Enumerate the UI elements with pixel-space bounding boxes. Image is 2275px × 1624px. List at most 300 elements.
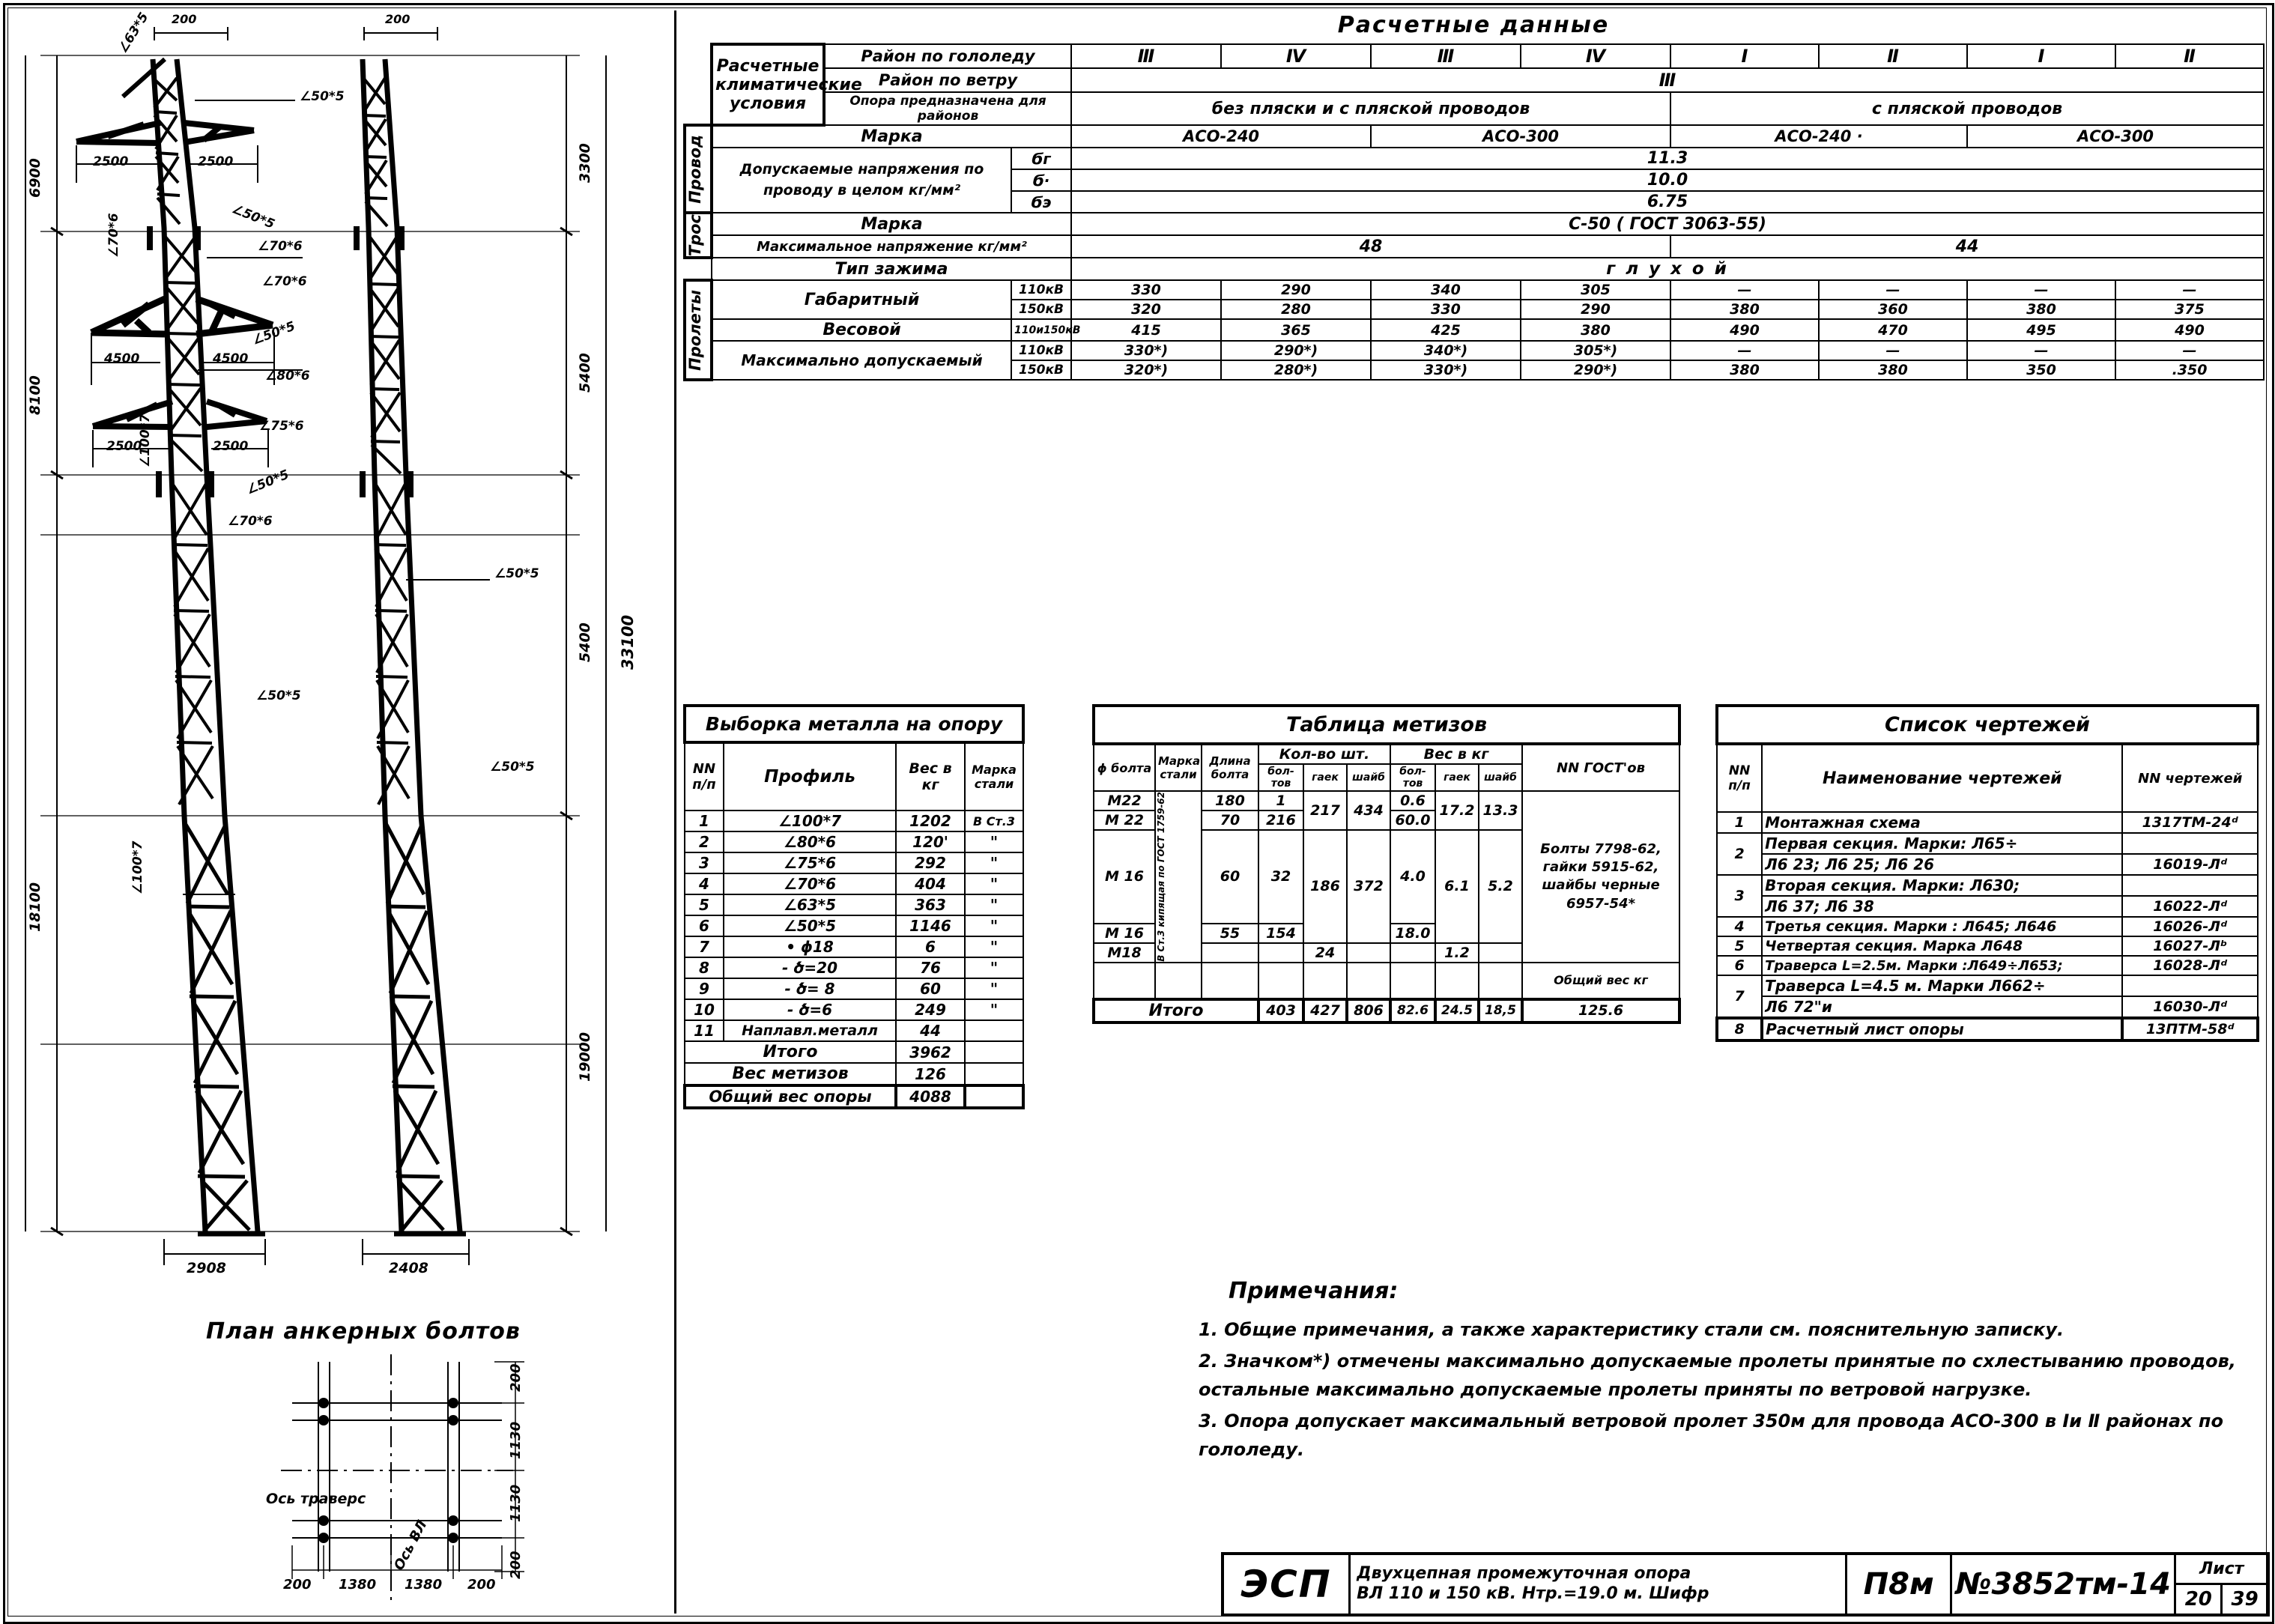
metal-n-9: 10 <box>685 999 724 1020</box>
metal-steel-5: " <box>965 915 1023 936</box>
stress-sym-2: Ϭэ <box>1011 191 1071 213</box>
fastener-wn-0: 17.2 <box>1435 791 1479 830</box>
dim-base-left: 2908 <box>187 1260 226 1276</box>
fastener-len-3: 55 <box>1202 924 1258 943</box>
span-1-v5: 360 <box>1819 300 1967 319</box>
spans-group-label: Пролеты <box>686 289 704 371</box>
fasteners-table <box>1092 704 1681 1024</box>
drawing-name-5: Третья секция. Марки : Л645; Л646 <box>1762 917 2122 936</box>
fastener-steel-note: В Ст.3 кипящая по ГОСТ 1759-62 <box>1156 792 1166 962</box>
title-block-sheet-total: 39 <box>2231 1587 2259 1611</box>
cable-mark-value: С-50 ( ГОСТ 3063-55) <box>1071 213 2264 235</box>
table-header-row <box>685 742 1023 811</box>
fastener-wb-5 <box>1390 963 1435 999</box>
drawing-name-8: Траверса L=4.5 м. Марки Л662÷ <box>1762 975 2122 996</box>
ice-region-value-7: Ⅱ <box>2115 44 2264 68</box>
fastener-header-length: Длина болта <box>1202 744 1258 791</box>
metal-table-title: Выборка металла на опору <box>685 706 1023 742</box>
table-row <box>685 831 1023 852</box>
table-row <box>685 44 2264 68</box>
metal-steel-0: В Ст.3 <box>965 811 1023 831</box>
fastener-wb-2: 4.0 <box>1390 830 1435 924</box>
fastener-gost-text: Болты 7798-62, гайки 5915-62, шайбы черные 6957-54* <box>1522 791 1679 963</box>
metal-profile-10: Наплавл.металл <box>724 1020 896 1041</box>
fastener-dia-0: М22 <box>1094 791 1155 811</box>
drawing-no-6: 16027-Лᵇ <box>2122 936 2258 956</box>
span-3-v2: 340*) <box>1371 341 1521 360</box>
fastener-dia-3: М 16 <box>1094 924 1155 943</box>
drawing-name-9: Л6 72"и <box>1762 996 2122 1018</box>
fastener-qb-2: 32 <box>1258 830 1303 924</box>
dim-left-18100: 18100 <box>27 882 43 932</box>
profile-label-100x7-b: ∠100*7 <box>130 840 145 894</box>
metal-weight-1: 120' <box>896 831 965 852</box>
drawing-name-3: Вторая секция. Марки: Л630; <box>1762 875 2122 896</box>
metal-profile-8: - ծ= 8 <box>724 978 896 999</box>
fastener-total-wn: 24.5 <box>1435 999 1479 1022</box>
metal-steel-4: " <box>965 894 1023 915</box>
anchor-hdim-1: 1380 <box>339 1577 377 1593</box>
fastener-qn-5 <box>1303 963 1347 999</box>
profile-label-70x6-a: ∠70*6 <box>258 239 303 254</box>
fastener-len-0: 180 <box>1202 791 1258 811</box>
fastener-total-label: Итого <box>1094 999 1258 1022</box>
fastener-qw-5 <box>1347 963 1390 999</box>
table-row <box>685 957 1023 978</box>
stress-value-0: 11.3 <box>1071 148 2264 169</box>
span-3-v1: 290*) <box>1221 341 1371 360</box>
span-4-v1: 280*) <box>1221 360 1371 380</box>
metal-header-3: Марка стали <box>965 742 1023 811</box>
title-block-sheet-num: 20 <box>2176 1585 2223 1614</box>
fastener-wn-2: 6.1 <box>1435 830 1479 943</box>
table-row <box>685 915 1023 936</box>
fastener-header-weight-group: Вес в кг <box>1390 744 1522 764</box>
support-for-value-0: без пляски и с пляской проводов <box>1071 92 1670 125</box>
span-0-v3: 305 <box>1521 280 1670 300</box>
metal-total-value-0: 3962 <box>896 1041 965 1063</box>
title-block-desc-2: ВЛ 110 и 150 кВ. Нтр.=19.0 м. Шифр <box>1357 1584 1709 1603</box>
anchor-plan-svg <box>150 1354 674 1609</box>
metal-n-0: 1 <box>685 811 724 831</box>
fastener-dia-2: М 16 <box>1094 830 1155 924</box>
tower-elevation-drawings <box>10 10 670 1276</box>
drawings-table <box>1715 704 2259 1042</box>
stress-sym-1: Ϭ· <box>1011 169 1071 191</box>
ice-region-value-0: Ⅲ <box>1071 44 1221 68</box>
profile-label-63x5: ∠63*5 <box>115 10 152 56</box>
table-header-row <box>1094 744 1679 764</box>
profile-label-75x6: ∠75*6 <box>259 419 304 434</box>
span-name-3: Максимально допускаемый <box>712 341 1011 380</box>
table-row <box>1094 963 1679 999</box>
span-0-v5: — <box>1819 280 1967 300</box>
span-0-v2: 340 <box>1371 280 1521 300</box>
drawing-no-2: 16019-Лᵈ <box>2122 854 2258 875</box>
metal-steel-7: " <box>965 957 1023 978</box>
ice-region-value-5: Ⅱ <box>1819 44 1967 68</box>
anchor-axis-line-label: Ось ВЛ <box>391 1518 431 1573</box>
span-0-v1: 290 <box>1221 280 1371 300</box>
fastener-qn-0: 217 <box>1303 791 1347 830</box>
fastener-len-4 <box>1202 943 1258 963</box>
table-row <box>685 92 2264 125</box>
dim-arm-4500-b: 4500 <box>213 351 249 366</box>
fastener-header-gost: NN ГОСТ'ов <box>1522 744 1679 791</box>
table-row <box>685 1063 1023 1085</box>
fastener-len-2: 60 <box>1202 830 1258 924</box>
profile-label-50x5-f: ∠50*5 <box>494 566 539 581</box>
metal-n-4: 5 <box>685 894 724 915</box>
metal-profile-9: - ծ=6 <box>724 999 896 1020</box>
drawing-n-10: 8 <box>1717 1018 1762 1040</box>
span-2-v2: 425 <box>1371 319 1521 341</box>
dim-arm-2500-a: 2500 <box>93 154 129 169</box>
profile-label-70x6-b: ∠70*6 <box>106 213 121 258</box>
span-2-v0: 415 <box>1071 319 1221 341</box>
table-row <box>685 235 2264 258</box>
span-2-v7: 490 <box>2115 319 2264 341</box>
table-row <box>685 213 2264 235</box>
table-row <box>1717 956 2258 975</box>
fastener-total-ww: 18,5 <box>1479 999 1522 1022</box>
drawing-n-7: 6 <box>1717 956 1762 975</box>
fastener-ww-2: 5.2 <box>1479 830 1522 943</box>
span-0-v6: — <box>1967 280 2115 300</box>
metal-profile-4: ∠63*5 <box>724 894 896 915</box>
fastener-ww-4 <box>1479 943 1522 963</box>
profile-label-50x5-a: ∠50*5 <box>300 89 345 104</box>
ice-region-value-3: Ⅳ <box>1521 44 1670 68</box>
tower-elevation-svg <box>10 10 670 1269</box>
crossarm-lower <box>93 402 267 427</box>
span-0-v4: — <box>1670 280 1819 300</box>
table-row <box>1717 975 2258 996</box>
wire-mark-value-3: АСО-300 <box>1967 125 2264 148</box>
fastener-qb-0: 1 <box>1258 791 1303 811</box>
table-row <box>685 894 1023 915</box>
drawing-no-10: 13ПТМ-58ᵈ <box>2122 1018 2258 1040</box>
wind-region-label: Район по ветру <box>824 68 1071 92</box>
anchor-hdim-0: 200 <box>283 1577 312 1593</box>
anchor-vdim-3: 200 <box>508 1551 524 1579</box>
drawings-table-title: Список чертежей <box>1717 706 2258 744</box>
fastener-dia-5 <box>1094 963 1155 999</box>
metal-total-value-1: 126 <box>896 1063 965 1085</box>
table-row <box>685 68 2264 92</box>
anchor-bolt-plan <box>150 1318 674 1611</box>
metal-weight-2: 292 <box>896 852 965 873</box>
metal-n-8: 9 <box>685 978 724 999</box>
dim-top-right: 200 <box>385 12 411 26</box>
cable-stress-value-0: 48 <box>1071 235 1670 258</box>
span-3-v4: — <box>1670 341 1819 360</box>
span-4-v6: 350 <box>1967 360 2115 380</box>
profile-label-70x6-d: ∠70*6 <box>228 514 273 529</box>
fastener-len-5 <box>1202 963 1258 999</box>
ice-region-label: Район по гололеду <box>824 44 1071 68</box>
metal-n-6: 7 <box>685 936 724 957</box>
span-2-v4: 490 <box>1670 319 1819 341</box>
dim-right-5400-a: 5400 <box>577 353 593 393</box>
title-block-desc-1: Двухцепная промежуточная опора <box>1357 1564 1691 1584</box>
drawing-n-3: 3 <box>1717 875 1762 917</box>
span-kv-1: 150кВ <box>1011 300 1071 319</box>
wire-mark-value-1: АСО-300 <box>1371 125 1670 148</box>
span-kv-0: 110кВ <box>1011 280 1071 300</box>
span-2-v6: 495 <box>1967 319 2115 341</box>
span-name-2: Весовой <box>712 319 1011 341</box>
metal-profile-6: • ɸ18 <box>724 936 896 957</box>
table-row <box>685 1085 1023 1108</box>
span-kv-4: 150кВ <box>1011 360 1071 380</box>
span-4-v3: 290*) <box>1521 360 1670 380</box>
title-block-sheet-label: Лист <box>2176 1555 2267 1585</box>
drawing-name-4: Л6 37; Л6 38 <box>1762 896 2122 917</box>
profile-label-50x5-c: ∠50*5 <box>250 318 297 348</box>
metal-n-2: 3 <box>685 852 724 873</box>
table-row <box>1717 996 2258 1018</box>
clamp-label: Тип зажима <box>712 258 1071 280</box>
metal-steel-9: " <box>965 999 1023 1020</box>
wire-mark-label: Марка <box>712 125 1071 148</box>
metal-profile-1: ∠80*6 <box>724 831 896 852</box>
anchor-vdim-2: 1130 <box>508 1484 524 1522</box>
metal-weight-6: 6 <box>896 936 965 957</box>
metal-weight-10: 44 <box>896 1020 965 1041</box>
span-kv-2: 110и150кВ <box>1011 319 1071 341</box>
dim-right-3300: 3300 <box>577 143 593 183</box>
drawing-no-1 <box>2122 833 2258 854</box>
table-row <box>685 706 1023 742</box>
fastener-total-qn: 427 <box>1303 999 1347 1022</box>
fastener-qb-5 <box>1258 963 1303 999</box>
table-row <box>685 936 1023 957</box>
fastener-wb-3: 18.0 <box>1390 924 1435 943</box>
table-row <box>1094 706 1679 744</box>
fastener-header-qb: бол-тов <box>1258 764 1303 791</box>
fastener-header-qw: шайб <box>1347 764 1390 791</box>
calc-table-title: Расчетные данные <box>1337 12 1610 38</box>
profile-label-50x5-e: ∠50*5 <box>256 688 301 703</box>
table-row <box>685 873 1023 894</box>
dim-left-6900: 6900 <box>27 158 43 198</box>
note-item-2: 2. Значком*) отмечены максимально допускаемые пролеты принятые по схлестыванию проводов, остальные максимально допускаемые пролеты приняты по ветровой нагрузке. <box>1199 1351 2236 1401</box>
span-2-v3: 380 <box>1521 319 1670 341</box>
span-name-0: Габаритный <box>712 280 1011 319</box>
span-3-v7: — <box>2115 341 2264 360</box>
drawing-n-8: 7 <box>1717 975 1762 1018</box>
metal-steel-2: " <box>965 852 1023 873</box>
calc-data-table <box>683 43 2265 381</box>
drawing-name-2: Л6 23; Л6 25; Л6 26 <box>1762 854 2122 875</box>
table-row <box>1717 936 2258 956</box>
table-row <box>685 258 2264 280</box>
metal-profile-7: - ծ=20 <box>724 957 896 978</box>
fastener-dia-1: М 22 <box>1094 811 1155 830</box>
drawing-n-6: 5 <box>1717 936 1762 956</box>
stress-value-1: 10.0 <box>1071 169 2264 191</box>
dim-arm-2500-b: 2500 <box>198 154 234 169</box>
span-1-v3: 290 <box>1521 300 1670 319</box>
stress-sym-0: Ϭг <box>1011 148 1071 169</box>
metal-profile-0: ∠100*7 <box>724 811 896 831</box>
metal-profile-3: ∠70*6 <box>724 873 896 894</box>
metal-profile-5: ∠50*5 <box>724 915 896 936</box>
anchor-vdim-1: 1130 <box>508 1421 524 1459</box>
fasteners-table-title: Таблица метизов <box>1094 706 1679 744</box>
fastener-header-qn: гаек <box>1303 764 1347 791</box>
profile-label-100x7-a: ∠100*7 <box>138 413 153 467</box>
metal-n-1: 2 <box>685 831 724 852</box>
fastener-total-weight-label: Общий вес кг <box>1522 963 1679 999</box>
fastener-header-ww: шайб <box>1479 764 1522 791</box>
span-1-v6: 380 <box>1967 300 2115 319</box>
support-for-value-1: с пляской проводов <box>1670 92 2264 125</box>
metal-total-label-1: Вес метизов <box>685 1063 896 1085</box>
profile-label-80x6: ∠80*6 <box>265 369 310 384</box>
fastener-total-wb: 82.6 <box>1390 999 1435 1022</box>
fastener-qw-0: 434 <box>1347 791 1390 830</box>
profile-label-50x5-b: ∠50*5 <box>229 202 277 232</box>
span-4-v7: .350 <box>2115 360 2264 380</box>
ice-region-value-2: Ⅲ <box>1371 44 1521 68</box>
cable-stress-value-1: 44 <box>1670 235 2264 258</box>
support-for-label: Опора предназначена для районов <box>824 92 1071 125</box>
fastener-total-total: 125.6 <box>1522 999 1679 1022</box>
drawing-no-8 <box>2122 975 2258 996</box>
span-2-v1: 365 <box>1221 319 1371 341</box>
fastener-total-qb: 403 <box>1258 999 1303 1022</box>
cable-stress-label: Максимальное напряжение кг/мм² <box>712 235 1071 258</box>
drawing-no-9: 16030-Лᵈ <box>2122 996 2258 1018</box>
metal-steel-8: " <box>965 978 1023 999</box>
drawing-n-5: 4 <box>1717 917 1762 936</box>
vertical-divider <box>674 10 676 1614</box>
table-row <box>1094 791 1679 811</box>
tower-left-legs <box>153 59 258 1231</box>
drawing-name-6: Четвертая секция. Марка Л648 <box>1762 936 2122 956</box>
metal-weight-3: 404 <box>896 873 965 894</box>
table-row <box>685 1020 1023 1041</box>
table-row <box>685 1041 1023 1063</box>
span-1-v7: 375 <box>2115 300 2264 319</box>
fastener-ww-5 <box>1479 963 1522 999</box>
metal-steel-1: " <box>965 831 1023 852</box>
fastener-steel-5 <box>1155 963 1202 999</box>
drawings-header-1: Наименование чертежей <box>1762 744 2122 812</box>
fastener-wn-5 <box>1435 963 1479 999</box>
fasteners-table-section <box>1092 704 1684 1024</box>
fastener-wn-4: 1.2 <box>1435 943 1479 963</box>
table-row <box>685 852 1023 873</box>
table-row <box>685 978 1023 999</box>
profile-label-50x5-d: ∠50*5 <box>244 467 291 498</box>
title-block-series: П8м <box>1847 1555 1951 1614</box>
drawing-n-0: 1 <box>1717 812 1762 833</box>
table-row <box>1717 854 2258 875</box>
stress-value-2: 6.75 <box>1071 191 2264 213</box>
dim-overall-33100: 33100 <box>619 614 637 670</box>
metal-header-0: NN п/п <box>685 742 724 811</box>
metal-weight-4: 363 <box>896 894 965 915</box>
dim-right-19000: 19000 <box>577 1031 593 1082</box>
fastener-wb-4 <box>1390 943 1435 963</box>
metal-table <box>683 704 1025 1109</box>
fastener-ww-0: 13.3 <box>1479 791 1522 830</box>
table-row <box>685 125 2264 148</box>
dim-arm-2500-c: 2500 <box>106 439 142 454</box>
dim-arm-4500-a: 4500 <box>104 351 140 366</box>
anchor-plan-title: План анкерных болтов <box>206 1318 521 1345</box>
anchor-vdim-0: 200 <box>508 1363 524 1392</box>
profile-label-70x6-c: ∠70*6 <box>262 274 307 289</box>
table-row <box>685 319 2264 341</box>
dim-left-8100: 8100 <box>27 375 43 415</box>
span-1-v2: 330 <box>1371 300 1521 319</box>
fastener-total-qw: 806 <box>1347 999 1390 1022</box>
title-block-org: ЭСП <box>1224 1555 1351 1614</box>
fastener-qn-4: 24 <box>1303 943 1347 963</box>
fastener-header-qty-group: Кол-во шт. <box>1258 744 1390 764</box>
span-3-v3: 305*) <box>1521 341 1670 360</box>
metal-n-7: 8 <box>685 957 724 978</box>
fastener-qw-4 <box>1347 943 1390 963</box>
fastener-header-dia: ɸ болта <box>1094 744 1155 791</box>
metal-total-label-2: Общий вес опоры <box>685 1085 896 1108</box>
span-4-v2: 330*) <box>1371 360 1521 380</box>
drawing-no-0: 1317ТМ-24ᵈ <box>2122 812 2258 833</box>
table-row <box>1717 917 2258 936</box>
note-item-1: 1. Общие примечания, а также характеристику стали см. пояснительную записку. <box>1199 1319 2065 1341</box>
table-row <box>1717 1018 2258 1040</box>
fastener-dia-4: М18 <box>1094 943 1155 963</box>
table-row <box>1717 875 2258 896</box>
fastener-header-wn: гаек <box>1435 764 1479 791</box>
fastener-len-1: 70 <box>1202 811 1258 830</box>
metal-header-2: Вес в кг <box>896 742 965 811</box>
drawing-no-5: 16026-Лᵈ <box>2122 917 2258 936</box>
fastener-wb-1: 60.0 <box>1390 811 1435 830</box>
anchor-axis-traverse-label: Ось траверс <box>266 1491 366 1507</box>
table-row <box>1717 896 2258 917</box>
span-1-v4: 380 <box>1670 300 1819 319</box>
metal-header-1: Профиль <box>724 742 896 811</box>
title-block <box>1221 1552 2270 1617</box>
cable-mark-label: Марка <box>712 213 1071 235</box>
drawing-no-7: 16028-Лᵈ <box>2122 956 2258 975</box>
metal-n-5: 6 <box>685 915 724 936</box>
span-3-v5: — <box>1819 341 1967 360</box>
fastener-wb-0: 0.6 <box>1390 791 1435 811</box>
span-4-v4: 380 <box>1670 360 1819 380</box>
metal-weight-0: 1202 <box>896 811 965 831</box>
fastener-qw-2: 372 <box>1347 830 1390 943</box>
clamp-value: г л у х о й <box>1071 258 2264 280</box>
table-row <box>1717 833 2258 854</box>
span-4-v0: 320*) <box>1071 360 1221 380</box>
ice-region-value-4: Ⅰ <box>1670 44 1819 68</box>
fastener-qn-2: 186 <box>1303 830 1347 943</box>
span-1-v0: 320 <box>1071 300 1221 319</box>
metal-steel-10 <box>965 1020 1023 1041</box>
anchor-hdim-2: 1380 <box>405 1577 443 1593</box>
span-3-v0: 330*) <box>1071 341 1221 360</box>
fastener-header-steel: Марка стали <box>1155 744 1202 791</box>
ice-region-value-6: Ⅰ <box>1967 44 2115 68</box>
drawings-header-0: NN п/п <box>1717 744 1762 812</box>
drawings-list-section <box>1715 704 2262 1042</box>
